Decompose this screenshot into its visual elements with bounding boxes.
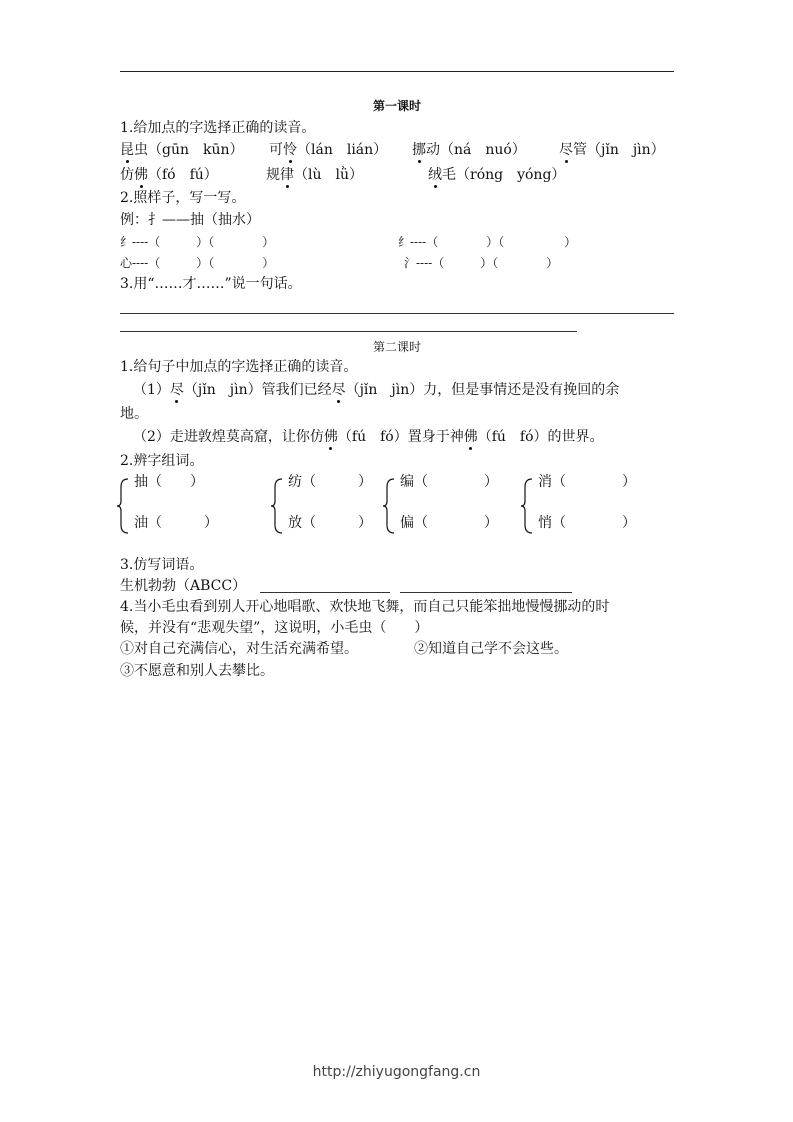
l1-q1-item: 规律（lù lǜ） — [266, 167, 363, 183]
l2-q2-word: 抽（ ） — [134, 474, 204, 490]
top-rule — [120, 71, 674, 72]
l2-q1-sentence2: （2）走进敦煌莫高窟，让你仿佛（fú fó）置身于神佛（fú fó）的世界。 — [133, 429, 604, 445]
brace-icon — [520, 477, 534, 535]
l2-q1-sentence1-cont: 地。 — [120, 406, 148, 422]
l2-q2-word: 油（ ） — [134, 515, 218, 531]
l1-q1-item: 仿佛（fó fú） — [120, 167, 218, 183]
l2-q4-option: ①对自己充满信心，对生活充满希望。 — [120, 641, 358, 657]
brace-icon — [116, 477, 130, 535]
l2-q4-line1: 4.当小毛虫看到别人开心地唱歌、欢快地飞舞，而自己只能笨拙地慢慢挪动的时 — [120, 599, 610, 615]
brace-icon — [270, 477, 284, 535]
l2-q4-option: ③不愿意和别人去攀比。 — [120, 663, 274, 679]
answer-line — [400, 592, 572, 593]
l2-q4-line2: 候，并没有“悲观失望”，这说明，小毛虫（ ） — [120, 620, 429, 636]
l2-q3-prompt: 3.仿写词语。 — [120, 557, 204, 573]
l1-q1-item: 昆虫（gūn kūn） — [120, 142, 244, 158]
l2-q1-sentence1: （1）尽（jǐn jìn）管我们已经尽（jǐn jìn）力，但是事情还是没有挽回的余 — [133, 382, 620, 398]
brace-icon — [382, 477, 396, 535]
l1-q3-prompt: 3.用“……才……”说一句话。 — [120, 276, 302, 292]
l2-q3-example: 生机勃勃（ABCC） — [120, 578, 247, 594]
l1-q2-blank: 心----（ ）（ ） — [120, 256, 275, 270]
l1-q1-prompt: 1.给加点的字选择正确的读音。 — [120, 120, 316, 136]
l2-q2-word: 放（ ） — [288, 515, 372, 531]
l2-q2-word: 编（ ） — [400, 474, 498, 490]
l2-q4-option: ②知道自己学不会这些。 — [414, 641, 568, 657]
l1-q2-example: 例：扌——抽（抽水） — [120, 212, 260, 228]
l2-q2-word: 消（ ） — [538, 474, 636, 490]
l1-q2-prompt: 2.照样子，写一写。 — [120, 190, 246, 206]
answer-line — [120, 313, 674, 314]
l2-q1-prompt: 1.给句子中加点的字选择正确的读音。 — [120, 359, 358, 375]
answer-line — [120, 331, 577, 332]
l1-q1-item: 可怜（lán lián） — [269, 142, 388, 158]
lesson2-title: 第二课时 — [372, 340, 421, 354]
l1-q1-item: 尽管（jǐn jìn） — [559, 142, 665, 158]
l2-q2-word: 偏（ ） — [400, 515, 498, 531]
l1-q2-blank: 纟----（ ）（ ） — [120, 235, 275, 249]
l2-q2-word: 纺（ ） — [288, 474, 372, 490]
l2-q2-word: 悄（ ） — [538, 515, 636, 531]
footer-url: http://zhiyugongfang.cn — [312, 1064, 481, 1080]
lesson1-title: 第一课时 — [372, 99, 421, 113]
l2-q2-prompt: 2.辨字组词。 — [120, 453, 204, 469]
answer-line — [260, 592, 390, 593]
l1-q1-item: 挪动（ná nuó） — [412, 142, 526, 158]
l1-q1-item: 绒毛（róng yóng） — [428, 167, 566, 183]
l1-q2-blank: 纟----（ ）（ ） — [398, 235, 577, 249]
l1-q2-blank: 氵----（ ）（ ） — [404, 256, 559, 270]
